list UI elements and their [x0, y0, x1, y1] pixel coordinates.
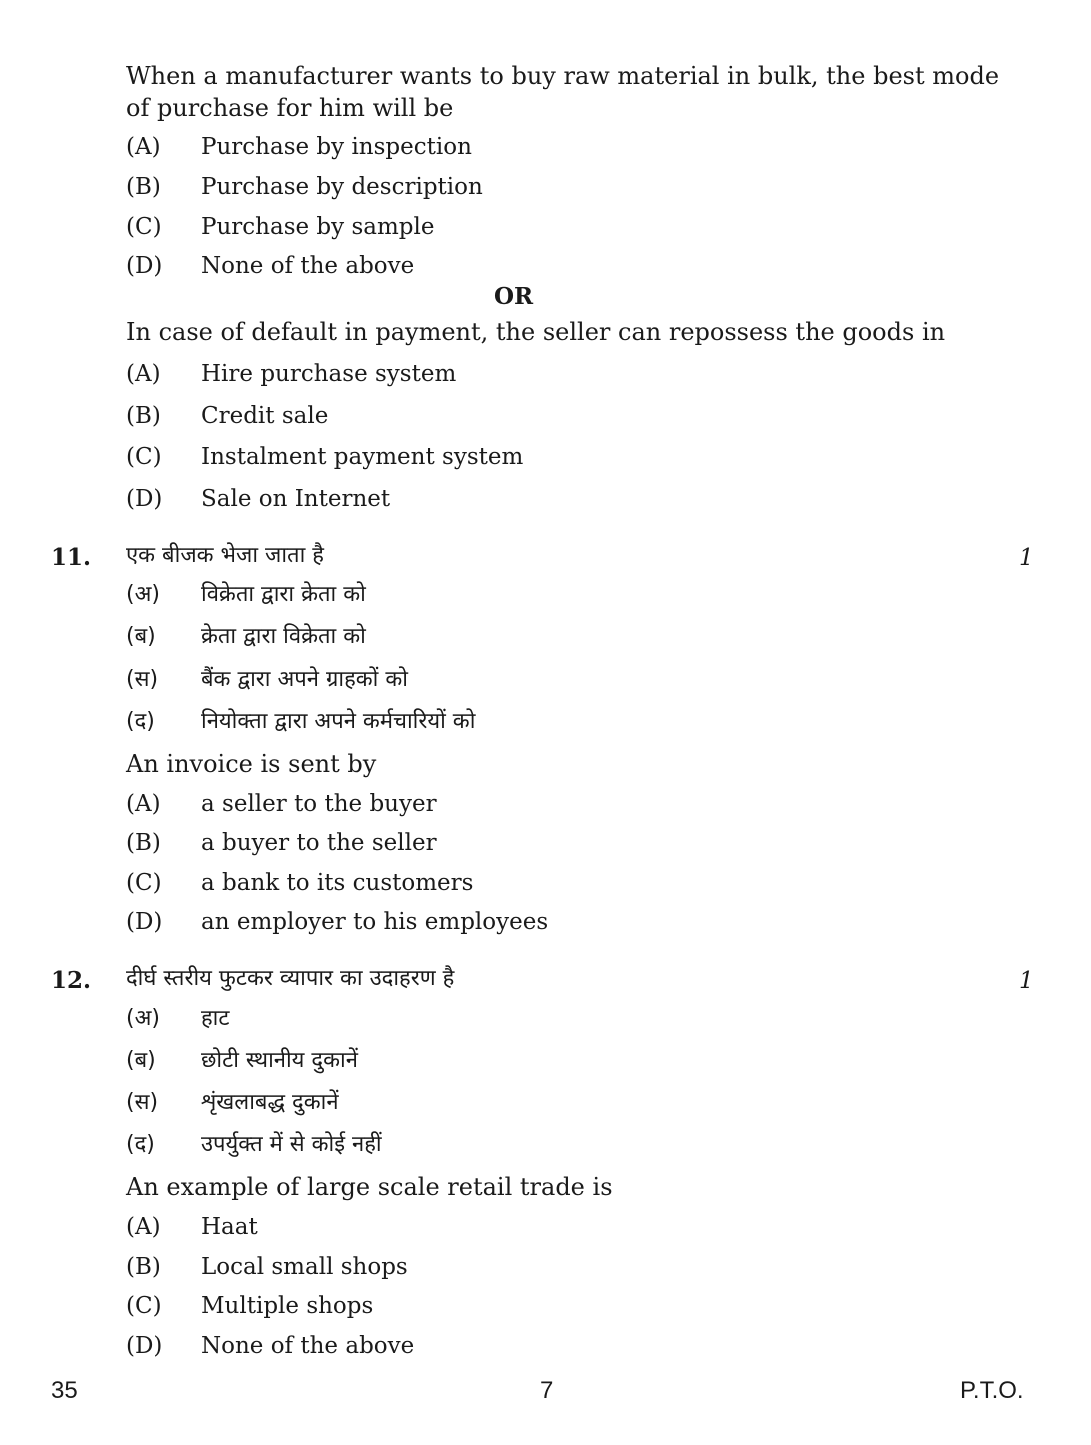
q10-option-d: None of the above [201, 253, 415, 279]
q12-hindi-stem: दीर्घ स्तरीय फुटकर व्यापार का उदाहरण है [126, 966, 455, 991]
footer-question-paper-code: 35 [51, 1377, 78, 1404]
q11-option-b: a buyer to the seller [201, 830, 437, 856]
q12-option-b-label: (B) [126, 1254, 161, 1280]
q12-marks: 1 [1019, 968, 1034, 994]
q12-option-a: Haat [201, 1214, 258, 1240]
q10-stem-line2: of purchase for him will be [126, 94, 454, 122]
q12-option-b: Local small shops [201, 1254, 408, 1280]
q11-hindi-option-d-label: (द) [126, 709, 155, 734]
q10-option-c: Purchase by sample [201, 214, 435, 240]
q11-option-c-label: (C) [126, 870, 162, 896]
q11-hindi-option-c: बैंक द्वारा अपने ग्राहकों को [201, 667, 408, 692]
q11-option-d: an employer to his employees [201, 909, 549, 935]
q10-alt-option-b-label: (B) [126, 403, 161, 429]
q10-option-c-label: (C) [126, 214, 162, 240]
footer-pto: P.T.O. [960, 1377, 1024, 1404]
q10-alt-option-d-label: (D) [126, 486, 163, 512]
q11-hindi-option-b-label: (ब) [126, 624, 156, 649]
q12-hindi-option-b: छोटी स्थानीय दुकानें [201, 1048, 358, 1073]
q12-hindi-option-c-label: (स) [126, 1090, 159, 1115]
q10-alt-option-a-label: (A) [126, 361, 161, 387]
q10-alt-option-d: Sale on Internet [201, 486, 391, 512]
q10-stem-line1: When a manufacturer wants to buy raw material in bulk, the best mode [126, 62, 1000, 90]
q12-hindi-option-d: उपर्युक्त में से कोई नहीं [201, 1132, 382, 1157]
q11-hindi-option-d: नियोक्ता द्वारा अपने कर्मचारियों को [201, 709, 476, 734]
q10-option-a: Purchase by inspection [201, 134, 472, 160]
q10-alt-option-a: Hire purchase system [201, 361, 457, 387]
q10-alt-option-b: Credit sale [201, 403, 329, 429]
q10-option-b-label: (B) [126, 174, 161, 200]
q10-option-d-label: (D) [126, 253, 163, 279]
q12-option-c: Multiple shops [201, 1293, 374, 1319]
q12-hindi-option-b-label: (ब) [126, 1048, 156, 1073]
q12-number: 12. [51, 967, 92, 994]
q12-english-stem: An example of large scale retail trade is [126, 1173, 613, 1201]
q10-option-b: Purchase by description [201, 174, 483, 200]
q11-hindi-option-b: क्रेता द्वारा विक्रेता को [201, 624, 366, 649]
q12-option-a-label: (A) [126, 1214, 161, 1240]
q11-hindi-option-a: विक्रेता द्वारा क्रेता को [201, 582, 366, 607]
q11-english-stem: An invoice is sent by [126, 750, 377, 778]
q10-alt-option-c-label: (C) [126, 444, 162, 470]
q11-option-d-label: (D) [126, 909, 163, 935]
q10-option-a-label: (A) [126, 134, 161, 160]
q12-option-c-label: (C) [126, 1293, 162, 1319]
q11-hindi-option-a-label: (अ) [126, 582, 160, 607]
q12-hindi-option-d-label: (द) [126, 1132, 155, 1157]
q12-option-d: None of the above [201, 1333, 415, 1359]
q12-option-d-label: (D) [126, 1333, 163, 1359]
q11-hindi-option-c-label: (स) [126, 667, 159, 692]
q11-option-c: a bank to its customers [201, 870, 474, 896]
footer-page-number: 7 [540, 1377, 554, 1404]
or-separator: OR [494, 283, 534, 310]
q11-option-a: a seller to the buyer [201, 791, 437, 817]
q12-hindi-option-a: हाट [201, 1006, 230, 1031]
q10-alt-option-c: Instalment payment system [201, 444, 524, 470]
q10-alt-stem: In case of default in payment, the seller can repossess the goods in [126, 318, 946, 346]
q11-marks: 1 [1019, 545, 1034, 571]
q11-number: 11. [51, 544, 92, 571]
q11-hindi-stem: एक बीजक भेजा जाता है [126, 543, 324, 568]
q11-option-b-label: (B) [126, 830, 161, 856]
q12-hindi-option-a-label: (अ) [126, 1006, 160, 1031]
q12-hindi-option-c: शृंखलाबद्ध दुकानें [201, 1090, 339, 1115]
q11-option-a-label: (A) [126, 791, 161, 817]
